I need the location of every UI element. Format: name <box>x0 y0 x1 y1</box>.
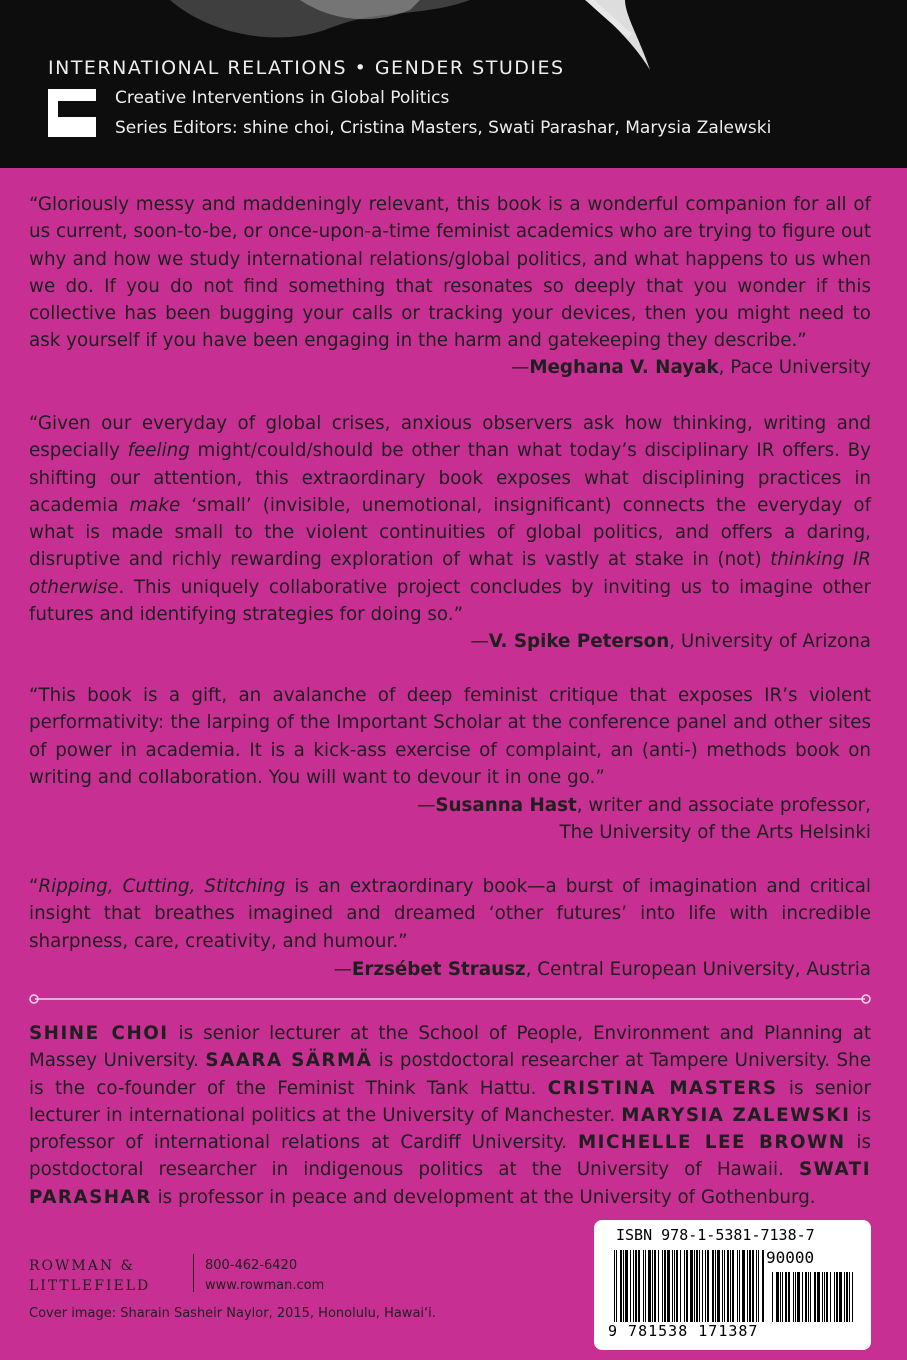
endorser-name: V. Spike Peterson <box>488 631 670 652</box>
endorsement-attribution-2: —V. Spike Peterson, University of Arizona <box>470 631 871 652</box>
publisher-separator <box>193 1254 194 1292</box>
author-name: SWATI PARASHAR <box>29 1159 871 1208</box>
endorser-name: Meghana V. Nayak <box>529 357 719 378</box>
publisher-logo: ROWMAN & LITTLEFIELD <box>29 1258 151 1294</box>
series-title: Creative Interventions in Global Politics <box>115 88 450 108</box>
endorsement-attribution-4: —Erzsébet Strausz, Central European University, Austria <box>333 959 871 980</box>
cover-image-credit: Cover image: Sharain Sasheir Naylor, 2015, Honolulu, Hawai‘i. <box>29 1306 436 1321</box>
series-logo-icon <box>48 89 96 137</box>
author-bios: SHINE CHOI is senior lecturer at the School of People, Environment and Planning at Massey University. SAARA SÄRMÄ is postdoctoral researcher at Tampere University. She is the co-founder of the Feminist Think Tank Hattu. CRISTINA MASTERS is senior lecturer in international politics at the University of Manchester. MARYSIA ZALEWSKI is professor of international relations at Cardiff University. MICHELLE LEE BROWN is postdoctoral researcher in indigenous politics at the University of Hawaii. SWATI PARASHAR is professor in peace and development at the University of Gothenburg. <box>29 1023 871 1208</box>
series-label: INTERNATIONAL RELATIONS • GENDER STUDIES <box>48 57 565 79</box>
isbn-barcode <box>594 1220 871 1350</box>
author-name: SAARA SÄRMÄ <box>205 1050 373 1072</box>
series-editors: Series Editors: shine choi, Cristina Masters, Swati Parashar, Marysia Zalewski <box>115 118 772 138</box>
series-header <box>0 0 907 168</box>
author-name: CRISTINA MASTERS <box>547 1077 778 1099</box>
author-name: MARYSIA ZALEWSKI <box>621 1104 851 1126</box>
author-name: MICHELLE LEE BROWN <box>577 1132 846 1154</box>
cover-photo-fragment <box>0 0 907 168</box>
publisher-phone: 800-462-6420 <box>205 1258 298 1273</box>
barcode-icon <box>614 1250 854 1322</box>
endorsement-attribution-1: —Meghana V. Nayak, Pace University <box>511 357 871 378</box>
isbn-number: ISBN 978-1-5381-7138-7 <box>616 1226 815 1244</box>
endorsement-quote-4: “Ripping, Cutting, Stitching is an extraordinary book—a burst of imagination and critical insight that breathes imagined and dreamed ‘other futures’ into life with incredible sharpness, care, creativity, and humour.” <box>29 876 872 952</box>
section-divider <box>29 993 871 1005</box>
endorsement-quote-2: “Given our everyday of global crises, anxious observers ask how thinking, writing and especially feeling might/could/should be other than what today’s disciplinary IR offers. By shifting our attention, this extraordinary book exposes what disciplining practices in academia make ‘small’ (invisible, unemotional, insignificant) connects the everyday of what is made small to the violent continuities of global politics, and offers a daring, disruptive and richly rewarding exploration of what is vastly at stake in (not) thinking IR otherwise. This uniquely collaborative project concludes by inviting us to imagine other futures and identifying strategies for doing so.” <box>29 413 872 626</box>
endorser-name: Susanna Hast <box>435 795 577 816</box>
endorser-name: Erzsébet Strausz <box>351 959 526 980</box>
endorsement-quote-3: “This book is a gift, an avalanche of deep feminist critique that exposes IR’s violent performativity: the larping of the Important Scholar at the conference panel and other sites of power in academia. It is a kick-ass exercise of complaint, an (anti-) methods book on writing and collaboration. You will want to devour it in one go.” <box>29 685 871 788</box>
author-name: SHINE CHOI <box>29 1023 169 1044</box>
publisher-contact <box>205 1256 324 1296</box>
publisher-website[interactable]: www.rowman.com <box>205 1278 325 1293</box>
price-code: 90000 <box>766 1248 815 1267</box>
endorsement-attribution-3: —Susanna Hast, writer and associate professor, The University of the Arts Helsinki <box>417 795 871 844</box>
endorsement-quote-1: “Gloriously messy and maddeningly relevant, this book is a wonderful companion for all of us current, soon-to-be, or once-upon-a-time feminist academics who are trying to figure out why and how we study international relations/global politics, and what happens to us when we do. If you do not find something that resonates so deeply that you wonder if this collective has been bugging your calls or tracking your devices, then you might need to ask yourself if you have been engaging in the harm and gatekeeping they describe.” <box>29 194 871 352</box>
ean-number: 9 781538 171387 <box>608 1322 759 1340</box>
